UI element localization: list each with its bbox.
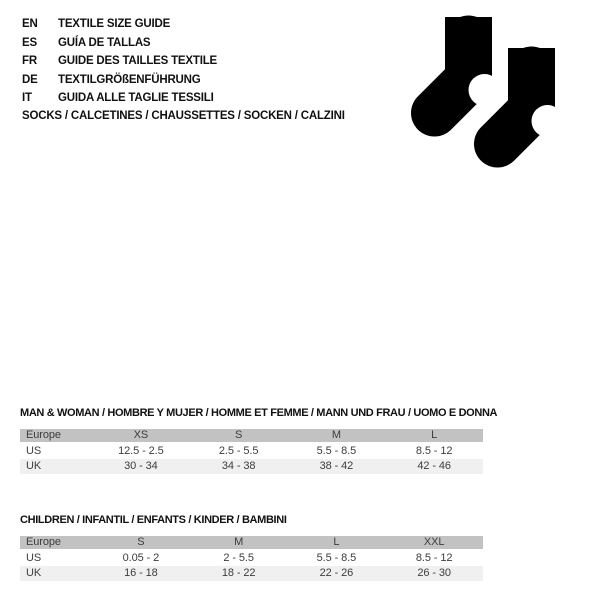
size-value-cell: 8.5 - 12 bbox=[415, 445, 453, 457]
language-label: TEXTILGRÖßENFÜHRUNG bbox=[58, 73, 201, 86]
header-cell-size: M bbox=[190, 536, 288, 551]
table-row-us bbox=[20, 444, 483, 459]
table-header-row bbox=[20, 536, 483, 551]
row-label: UK bbox=[26, 567, 42, 579]
men-women-size-table bbox=[20, 429, 483, 474]
size-value-cell: 18 - 22 bbox=[221, 567, 256, 579]
size-value-cell: 34 - 38 bbox=[221, 460, 256, 472]
size-value-cell: 30 - 34 bbox=[124, 460, 158, 472]
socks-icon bbox=[395, 8, 570, 183]
size-value-cell: 42 - 46 bbox=[417, 460, 451, 472]
row-label: US bbox=[26, 552, 42, 564]
size-value-cell: 5.5 - 8.5 bbox=[316, 445, 357, 457]
language-list bbox=[22, 15, 217, 108]
table-row-uk bbox=[20, 459, 483, 474]
size-value-cell: 0.05 - 2 bbox=[122, 552, 160, 564]
table-header-row bbox=[20, 429, 483, 444]
language-label: GUIDA ALLE TAGLIE TESSILI bbox=[58, 92, 214, 105]
language-label: GUIDE DES TAILLES TEXTILE bbox=[58, 55, 217, 68]
category-title: SOCKS / CALCETINES / CHAUSSETTES / SOCKEN / CALZINI bbox=[22, 110, 345, 122]
size-value-cell: 12.5 - 2.5 bbox=[118, 445, 164, 457]
header-cell-size: L bbox=[385, 429, 483, 444]
children-size-table bbox=[20, 536, 483, 581]
header-cell-region: Europe bbox=[20, 429, 92, 444]
language-label: GUÍA DE TALLAS bbox=[58, 36, 151, 49]
row-label: UK bbox=[26, 460, 42, 472]
size-value-cell: 8.5 - 12 bbox=[415, 552, 453, 564]
language-code: EN bbox=[22, 18, 38, 31]
language-code: FR bbox=[22, 55, 37, 68]
language-code: DE bbox=[22, 73, 38, 86]
header-cell-size: XXL bbox=[385, 536, 483, 551]
header-cell-size: M bbox=[288, 429, 386, 444]
men-women-size-section bbox=[20, 406, 498, 474]
language-row-fr bbox=[22, 52, 217, 71]
size-value-cell: 16 - 18 bbox=[124, 567, 158, 579]
size-value-cell: 26 - 30 bbox=[417, 567, 451, 579]
size-value-cell: 38 - 42 bbox=[319, 460, 354, 472]
size-value-cell: 2.5 - 5.5 bbox=[218, 445, 259, 457]
language-row-es bbox=[22, 34, 217, 53]
size-value-cell: 5.5 - 8.5 bbox=[316, 552, 357, 564]
size-value-cell: 2 - 5.5 bbox=[223, 552, 254, 564]
language-code: IT bbox=[22, 92, 32, 105]
language-row-en bbox=[22, 15, 217, 34]
children-table-title: CHILDREN / INFANTIL / ENFANTS / KINDER / BAMBINI bbox=[20, 514, 287, 526]
header-cell-size: S bbox=[190, 429, 288, 444]
header-cell-size: S bbox=[92, 536, 190, 551]
header-cell-region: Europe bbox=[20, 536, 92, 551]
language-label: TEXTILE SIZE GUIDE bbox=[58, 18, 171, 31]
table-row-uk bbox=[20, 566, 483, 581]
size-value-cell: 22 - 26 bbox=[319, 567, 354, 579]
language-row-de bbox=[22, 71, 217, 90]
table-row-us bbox=[20, 551, 483, 566]
header-cell-size: XS bbox=[92, 429, 190, 444]
men-women-table-title: MAN & WOMAN / HOMBRE Y MUJER / HOMME ET FEMME / MANN UND FRAU / UOMO E DONNA bbox=[20, 407, 498, 419]
language-row-it bbox=[22, 89, 217, 108]
language-code: ES bbox=[22, 36, 37, 49]
header-cell-size: L bbox=[288, 536, 386, 551]
row-label: US bbox=[26, 445, 42, 457]
children-size-section bbox=[20, 513, 483, 581]
